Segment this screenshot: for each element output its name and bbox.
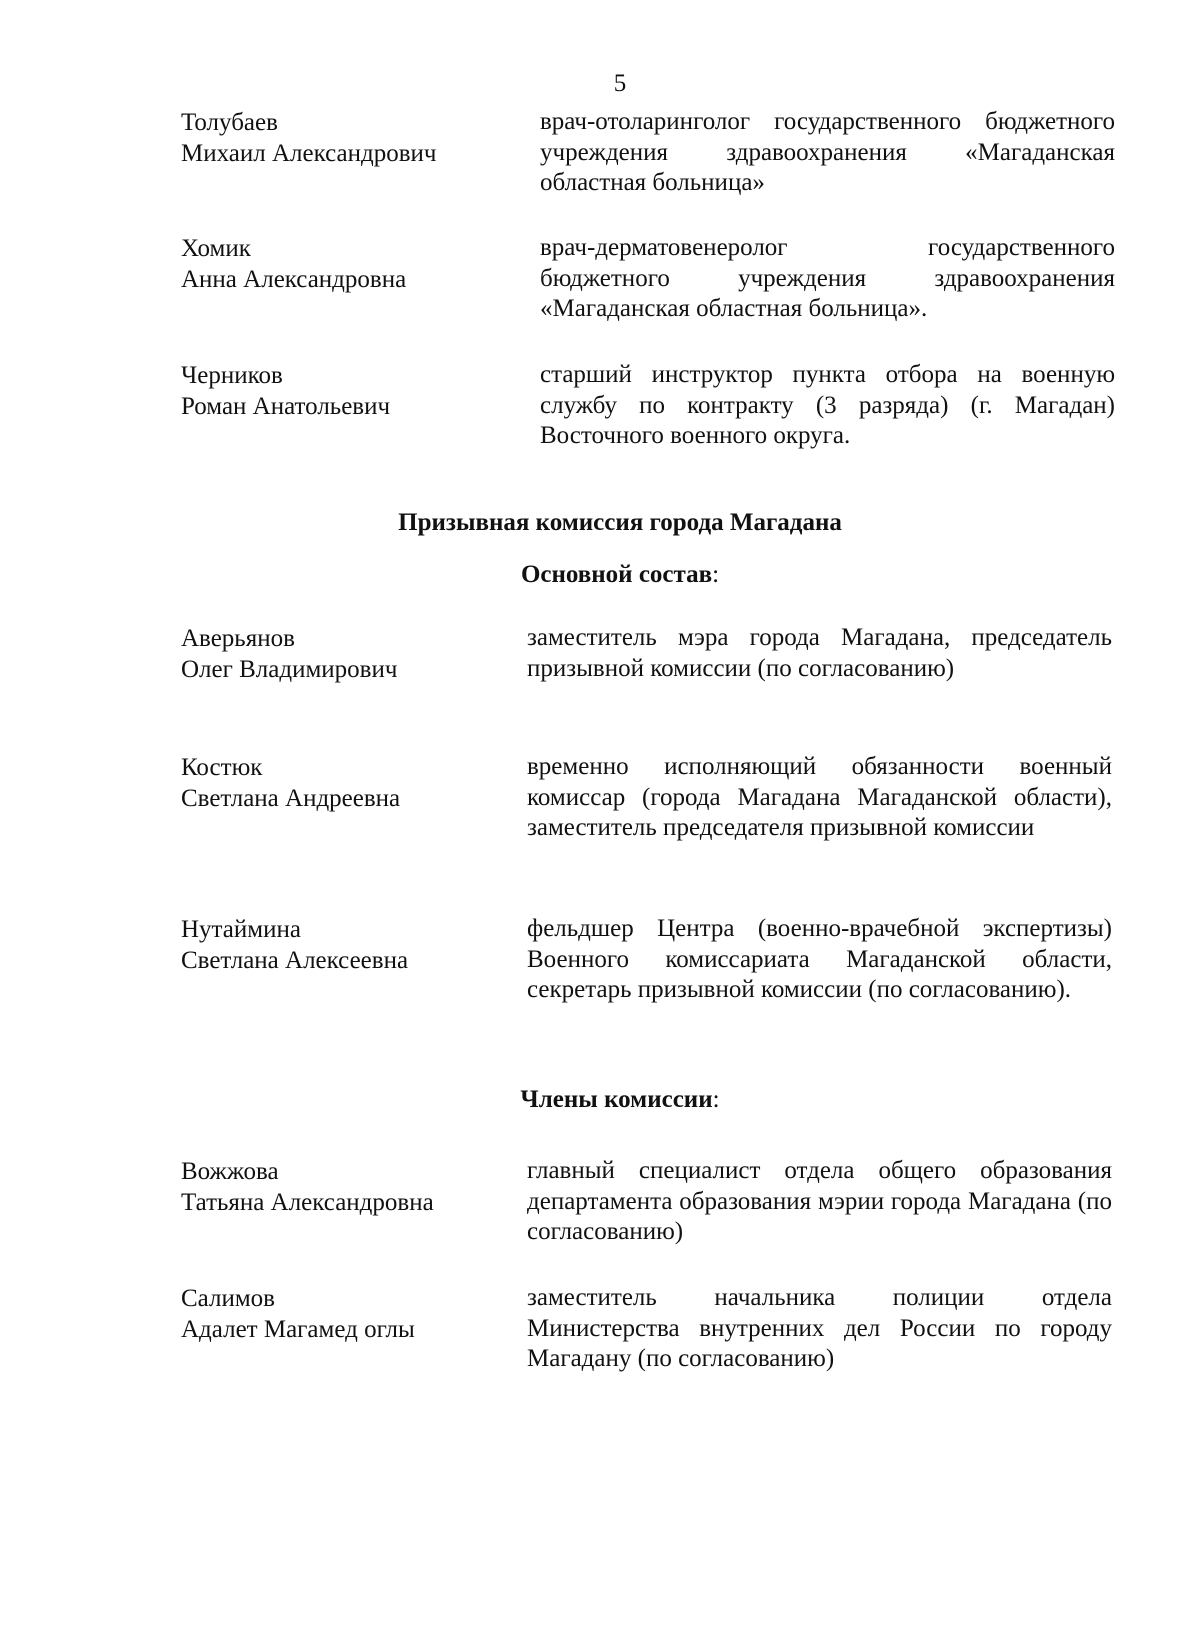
member-surname: Салимов [181,1285,275,1312]
main-section-title [0,561,1200,589]
member-surname: Черников [181,362,283,389]
member-name [181,914,511,976]
member-role: фельдшер Центра (военно-врачебной экспертизы) Военного комиссариата Магаданской области, секретарь призывной комиссии (по согласованию). [527,915,1112,1003]
member-name [181,360,511,422]
member-name [181,1156,511,1218]
member-role: врач-отоларинголог государственного бюджетного учреждения здравоохранения «Магаданская областная больница» [540,108,1115,196]
member-name [181,623,511,685]
member-given-name: Адалет Магамед оглы [181,1316,415,1343]
member-given-name: Светлана Андреевна [181,785,401,812]
member-given-name: Анна Александровна [181,266,407,293]
member-given-name: Татьяна Александровна [181,1189,434,1216]
member-role: заместитель начальника полиции отдела Министерства внутренних дел России по городу Магадану (по согласованию) [527,1284,1112,1372]
member-surname: Нутаймина [181,916,301,943]
members-section-title [0,1086,1200,1114]
main-section-title-colon: : [712,561,720,588]
member-name [181,233,511,295]
members-section-title-text: Члены комиссии [520,1086,713,1113]
member-name [181,1283,511,1345]
member-surname: Толубаев [181,109,278,136]
member-role: врач-дерматовенеролог государственного бюджетного учреждения здравоохранения «Магаданская областная больница». [540,234,1115,322]
member-given-name: Михаил Александрович [181,140,437,167]
member-given-name: Светлана Алексеевна [181,947,409,974]
member-given-name: Роман Анатольевич [181,393,391,420]
member-name [181,107,511,169]
member-role: заместитель мэра города Магадана, председатель призывной комиссии (по согласованию) [527,624,1112,682]
member-surname: Вожжова [181,1158,279,1185]
member-name [181,752,511,814]
member-role: временно исполняющий обязанности военный комиссар (города Магадана Магаданской области), заместитель председателя призывной комиссии [527,753,1112,841]
member-role: старший инструктор пункта отбора на военную службу по контракту (3 разряда) (г. Магадан) Восточного военного округа. [540,361,1115,449]
main-section-title-text: Основной состав [520,561,713,588]
page-number: 5 [613,70,627,97]
members-section-title-colon: : [712,1086,720,1113]
member-surname: Костюк [181,754,263,781]
member-surname: Хомик [181,235,251,262]
member-role: главный специалист отдела общего образования департамента образования мэрии города Магадана (по согласованию) [527,1157,1112,1245]
member-surname: Аверьянов [181,625,295,652]
commission-title: Призывная комиссия города Магадана [398,509,842,536]
member-given-name: Олег Владимирович [181,656,398,683]
